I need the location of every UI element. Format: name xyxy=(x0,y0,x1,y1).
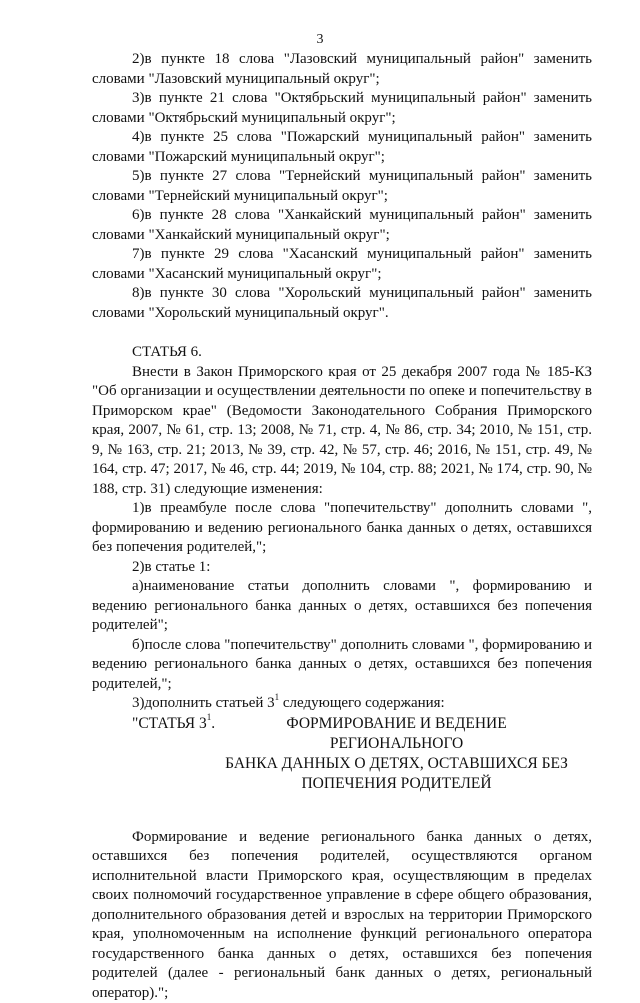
new-article-title xyxy=(215,714,592,794)
item3-prefix: 3)дополнить статьей 3 xyxy=(132,695,275,711)
list-item xyxy=(92,284,592,323)
item3-superscript: 1 xyxy=(275,692,280,702)
list-item-line: словами "Лазовский муниципальный округ"; xyxy=(92,70,592,90)
list-item-line: словами "Тернейский муниципальный округ"; xyxy=(92,187,592,207)
article-title: СТАТЬЯ 6. xyxy=(92,343,592,363)
new-article-body: Формирование и ведение регионального банка данных о детях, оставшихся без попечения родителей, осуществляются органом исполнительной власти Приморского края, осуществляющим в пределах своих полномочий государственное управление в сфере общего образования, дополнительного образования детей и взрослых на территории Приморского края, уполномоченным на исполнение функций регионального оператора государственного банка данных о детях, оставшихся без попечения родителей (далее - региональный банк данных о детях, региональный оператор)."; xyxy=(92,828,592,1003)
page-number: 3 xyxy=(0,32,640,48)
list-item-line: 5)в пункте 27 слова "Тернейский муниципальный район" заменить xyxy=(92,167,592,187)
list-item xyxy=(92,206,592,245)
list-item-line: 6)в пункте 28 слова "Ханкайский муниципальный район" заменить xyxy=(92,206,592,226)
new-article-number xyxy=(92,714,215,794)
list-item-line: словами "Хорольский муниципальный округ". xyxy=(92,304,592,324)
new-article-number-suffix: . xyxy=(211,715,215,732)
list-item xyxy=(92,167,592,206)
new-article-title-line: ФОРМИРОВАНИЕ И ВЕДЕНИЕ РЕГИОНАЛЬНОГО xyxy=(225,714,568,754)
article-intro: Внести в Закон Приморского края от 25 декабря 2007 года № 185-КЗ "Об организации и осуществлении деятельности по опеке и попечительству в Приморском крае" (Ведомости Законодательного Собрания Приморского края, 2007, № 61, стр. 13; 2008, № 71, стр. 4, № 86, стр. 34; 2010, № 151, стр. 9, № 163, стр. 21; 2013, № 39, стр. 42, № 57, стр. 46; 2016, № 151, стр. 49, № 164, стр. 47; 2017, № 46, стр. 44; 2019, № 104, стр. 88; 2021, № 174, стр. 90, № 188, стр. 31) следующие изменения: xyxy=(92,363,592,500)
list-item-line: словами "Октябрьский муниципальный округ"; xyxy=(92,109,592,129)
list-item xyxy=(92,50,592,89)
list-item-line: словами "Хасанский муниципальный округ"; xyxy=(92,265,592,285)
list-item-line: 2)в пункте 18 слова "Лазовский муниципальный район" заменить xyxy=(92,50,592,70)
new-article-title-line: ПОПЕЧЕНИЯ РОДИТЕЛЕЙ xyxy=(225,774,568,794)
amendment-item-3 xyxy=(92,694,592,714)
document-body xyxy=(92,50,592,1003)
amendment-list xyxy=(92,50,592,323)
amendment-item-2: 2)в статье 1: xyxy=(92,558,592,578)
new-article-heading xyxy=(92,714,592,794)
amendment-item-2b: б)после слова "попечительству" дополнить словами ", формированию и ведению регионального банка данных о детях, оставшихся без попечения родителей,"; xyxy=(92,636,592,695)
list-item-line: словами "Пожарский муниципальный округ"; xyxy=(92,148,592,168)
item3-suffix: следующего содержания: xyxy=(279,695,445,711)
list-item-line: 8)в пункте 30 слова "Хорольский муниципальный район" заменить xyxy=(92,284,592,304)
list-item xyxy=(92,89,592,128)
list-item xyxy=(92,245,592,284)
list-item-line: 4)в пункте 25 слова "Пожарский муниципальный район" заменить xyxy=(92,128,592,148)
amendment-item-1: 1)в преамбуле после слова "попечительству" дополнить словами ", формированию и ведению регионального банка данных о детях, оставшихся без попечения родителей,"; xyxy=(92,499,592,558)
list-item-line: 3)в пункте 21 слова "Октябрьский муниципальный район" заменить xyxy=(92,89,592,109)
amendment-item-2a: а)наименование статьи дополнить словами ", формированию и ведению регионального банка данных о детях, оставшихся без попечения родителей"; xyxy=(92,577,592,636)
list-item-line: 7)в пункте 29 слова "Хасанский муниципальный район" заменить xyxy=(92,245,592,265)
new-article-title-line: БАНКА ДАННЫХ О ДЕТЯХ, ОСТАВШИХСЯ БЕЗ xyxy=(225,754,568,774)
new-article-number-prefix: "СТАТЬЯ 3 xyxy=(132,715,207,732)
list-item-line: словами "Ханкайский муниципальный округ"; xyxy=(92,226,592,246)
list-item xyxy=(92,128,592,167)
new-article-number-superscript: 1 xyxy=(207,712,212,722)
